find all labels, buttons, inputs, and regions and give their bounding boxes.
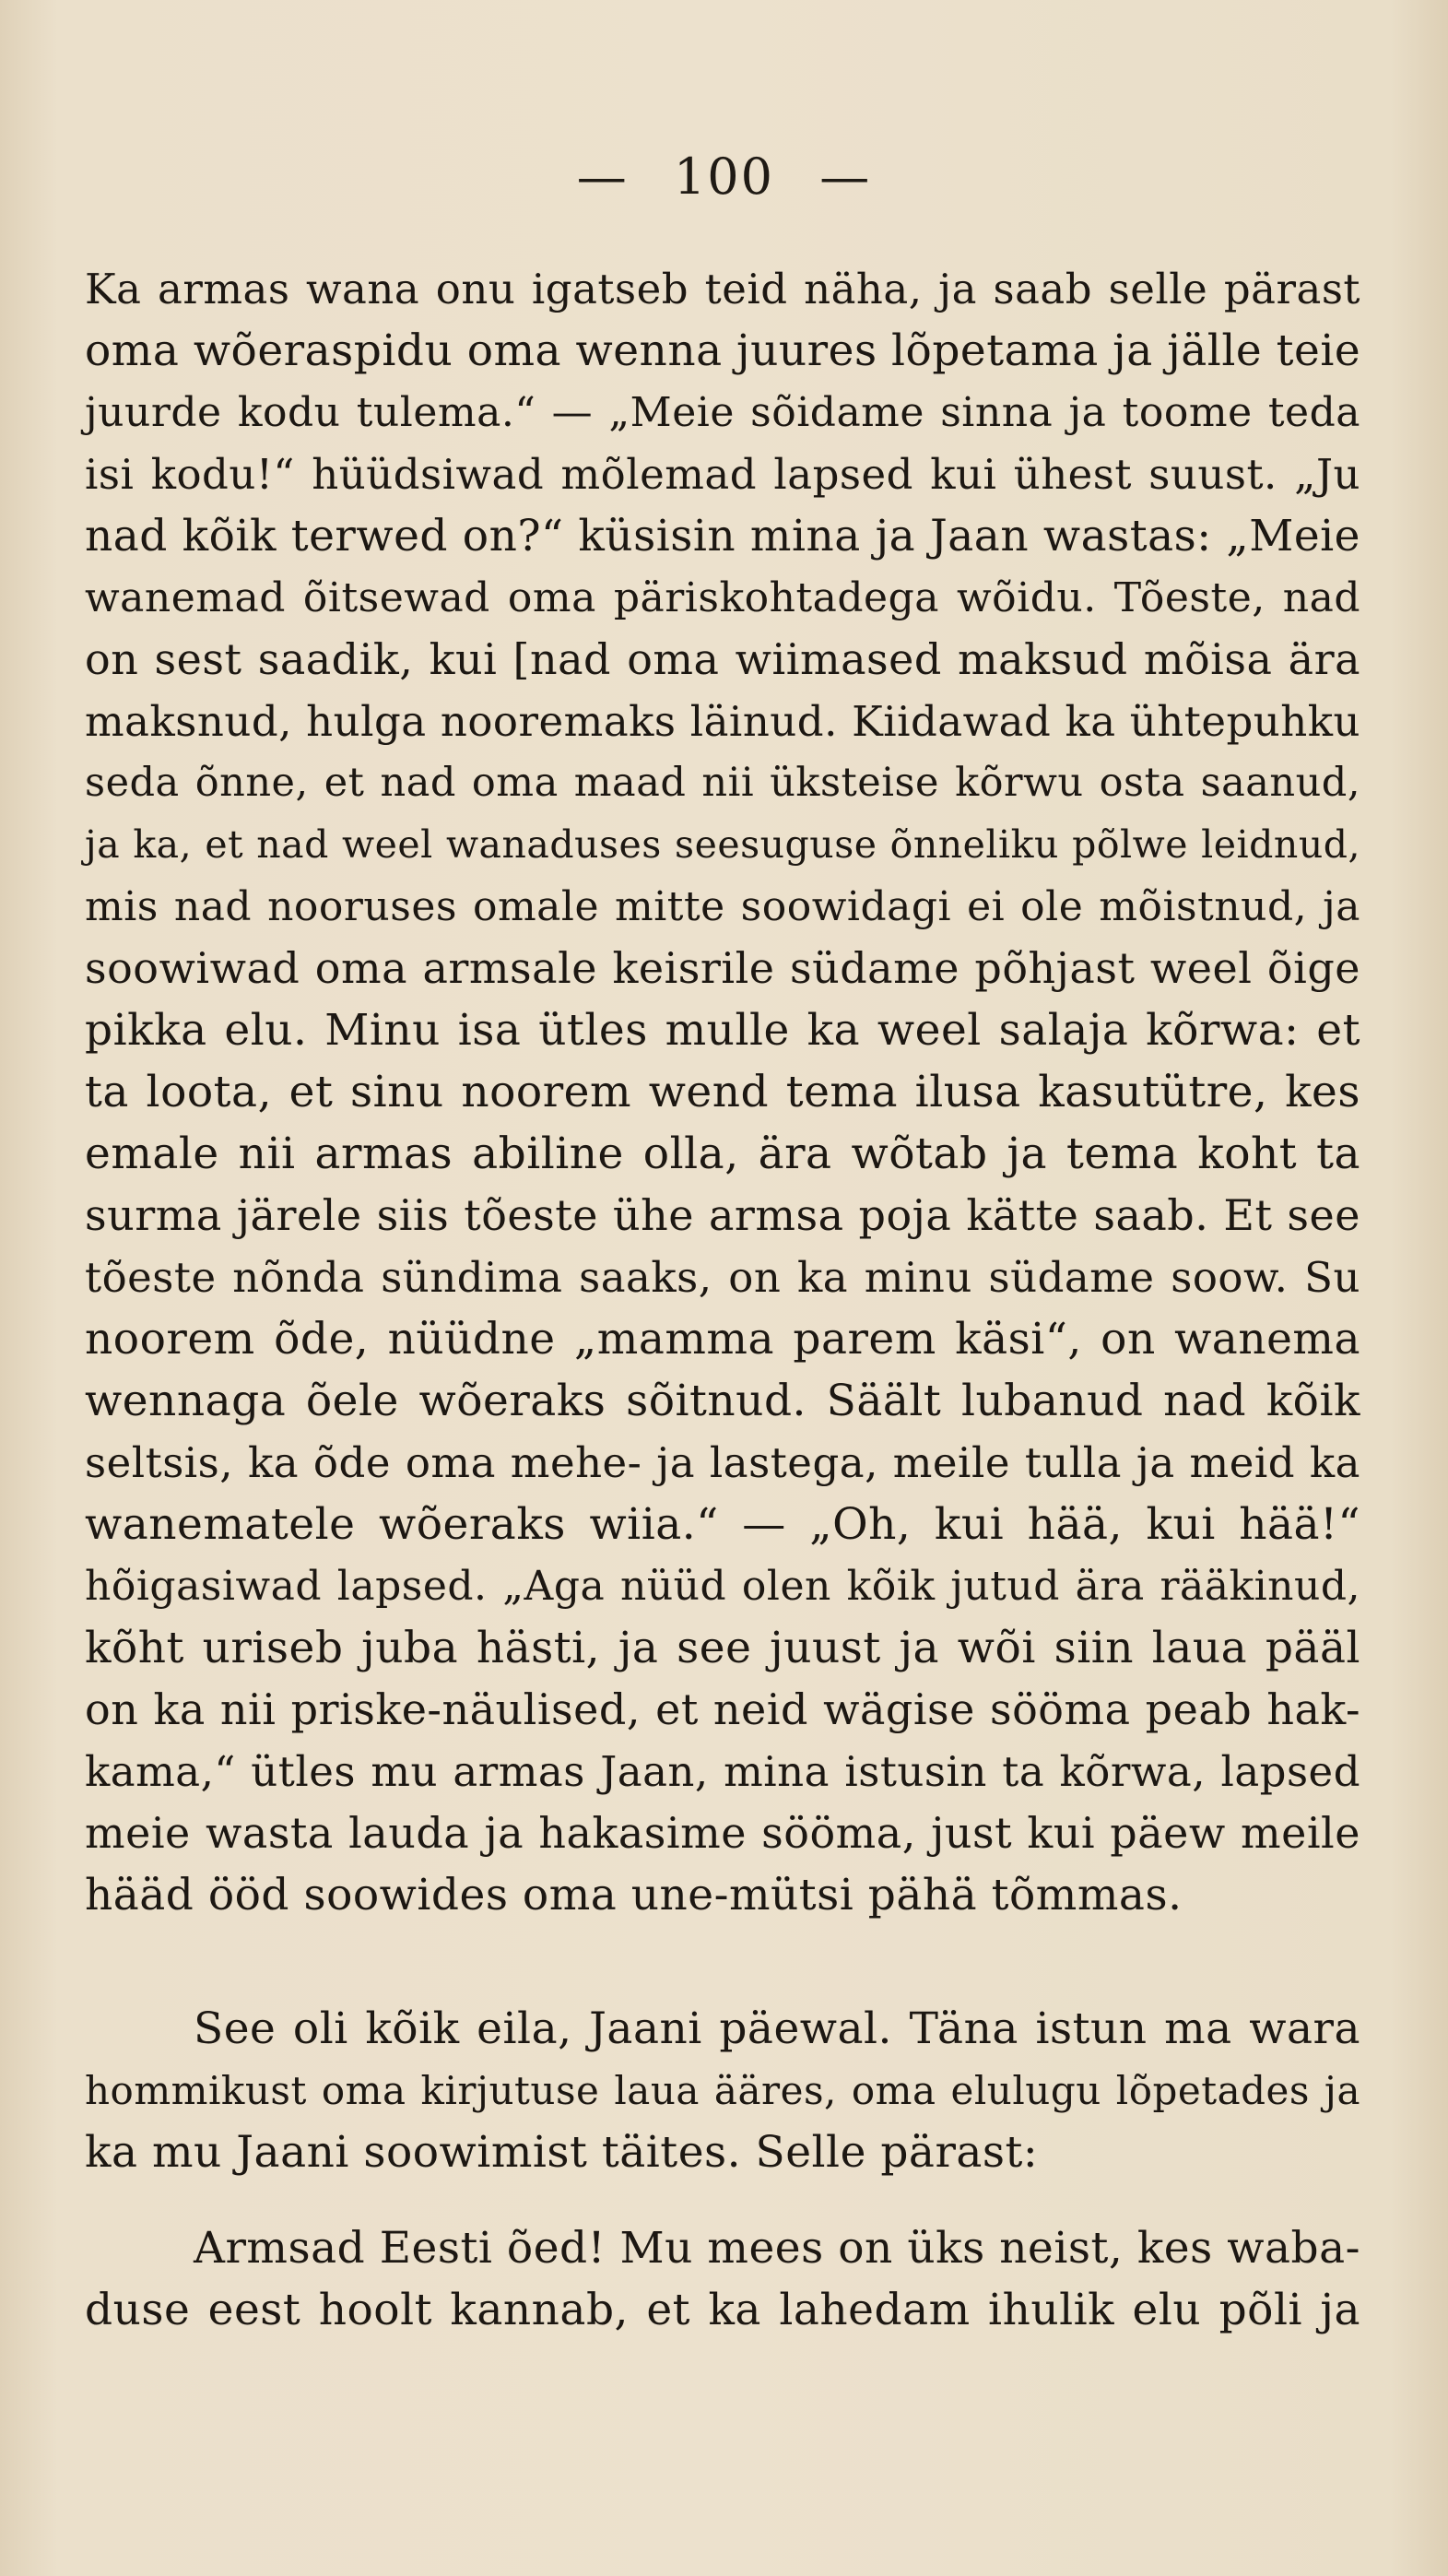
paragraph-3	[85, 2217, 1360, 2341]
text-line: kõht uriseb juba hästi, ja see juust ja wõi siin laua pääl	[85, 1623, 1360, 1673]
text-line: ka mu Jaani soowimist täites. Selle pärast:	[85, 2127, 1039, 2178]
text-line: wanemad õitsewad oma päriskohtadega wõidu. Tõeste, nad	[85, 574, 1360, 621]
text-line: mis nad nooruses omale mitte soowidagi ei ole mõistnud, ja	[85, 883, 1360, 930]
text-line: kama,“ ütles mu armas Jaan, mina istusin ta kõrwa, lapsed	[85, 1747, 1360, 1796]
text-line: emale nii armas abiline olla, ära wõtab ja tema koht ta	[85, 1128, 1360, 1179]
text-line: noorem õde, nüüdne „mamma parem käsi“, on wanema	[85, 1314, 1360, 1365]
text-line: surma järele siis tõeste ühe armsa poja kätte saab. Et see	[85, 1190, 1360, 1240]
text-line: ja ka, et nad weel wanaduses seesuguse õnneliku põlwe leidnud,	[85, 822, 1360, 867]
text-line: wanematele wõeraks wiia.“ — „Oh, kui hää, kui hää!“	[85, 1499, 1360, 1550]
text-line: oma wõeraspidu oma wenna juures lõpetama ja jälle teie	[85, 325, 1361, 376]
header-dash-right: —	[819, 148, 872, 206]
text-line: nad kõik terwed on?“ küsisin mina ja Jaan wastas: „Meie	[85, 511, 1360, 561]
text-line: on ka nii priske-näulised, et neid wägise sööma peab hak-	[85, 1684, 1360, 1734]
text-line: on sest saadik, kui [nad oma wiimased maksud mõisa ära	[85, 634, 1360, 684]
text-line: pikka elu. Minu isa ütles mulle ka weel salaja kõrwa: et	[85, 1005, 1360, 1056]
paragraph-2	[85, 1998, 1360, 2183]
text-line: duse eest hoolt kannab, et ka lahedam ihulik elu põli ja	[85, 2285, 1360, 2335]
text-line: hõigasiwad lapsed. „Aga nüüd olen kõik jutud ära rääkinud,	[85, 1563, 1360, 1610]
text-line: tõeste nõnda sündima saaks, on ka minu südame soow. Su	[85, 1253, 1360, 1302]
text-line: hommikust oma kirjutuse laua ääres, oma elulugu lõpetades ja	[85, 2068, 1360, 2113]
text-line: seltsis, ka õde oma mehe- ja lastega, meile tulla ja meid ka	[85, 1438, 1360, 1487]
text-line: ta loota, et sinu noorem wend tema ilusa kasutütre, kes	[85, 1067, 1360, 1117]
text-line: Ka armas wana onu igatseb teid näha, ja saab selle pärast	[85, 265, 1360, 313]
page-header	[0, 148, 1448, 206]
header-dash-left: —	[576, 148, 629, 206]
paragraph-1	[85, 258, 1360, 1926]
text-line: Armsad Eesti õed! Mu mees on üks neist, kes waba-	[194, 2223, 1360, 2274]
text-line: meie wasta lauda ja hakasime sööma, just kui päew meile	[85, 1808, 1360, 1858]
text-line: hääd ööd soowides oma une-mütsi pähä tõmmas.	[85, 1870, 1183, 1920]
text-line: isi kodu!“ hüüdsiwad mõlemad lapsed kui ühest suust. „Ju	[85, 450, 1360, 499]
text-line: seda õnne, et nad oma maad nii üksteise kõrwu osta saanud,	[85, 760, 1360, 806]
text-line: soowiwad oma armsale keisrile südame põhjast weel õige	[85, 943, 1360, 993]
page-number: 100	[673, 148, 775, 206]
text-line: wennaga õele wõeraks sõitnud. Säält lubanud nad kõik	[85, 1376, 1360, 1426]
text-line: maksnud, hulga nooremaks läinud. Kiidawad ka ühtepuhku	[85, 697, 1360, 746]
text-line: See oli kõik eila, Jaani päewal. Täna istun ma wara	[194, 2003, 1360, 2054]
text-line: juurde kodu tulema.“ — „Meie sõidame sinna ja toome teda	[85, 389, 1360, 436]
